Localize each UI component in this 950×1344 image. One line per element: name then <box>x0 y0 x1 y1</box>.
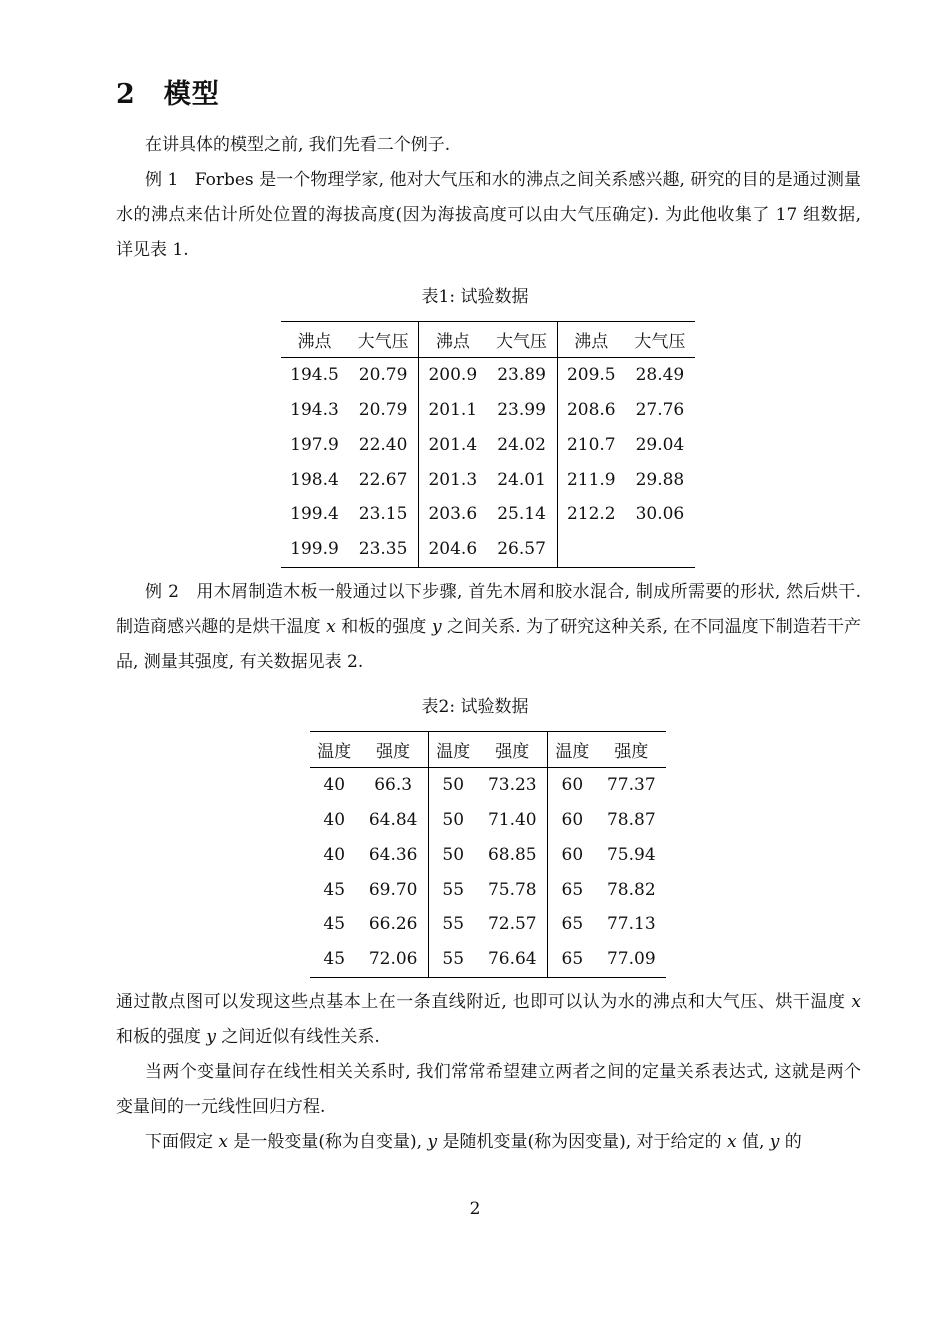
table-cell: 201.4 <box>419 427 487 462</box>
table-cell: 199.9 <box>290 539 339 560</box>
table-cell: 50 <box>428 803 477 838</box>
table-cell: 203.6 <box>419 497 487 532</box>
table-cell: 24.02 <box>497 434 546 455</box>
table-row <box>310 907 666 942</box>
table-cell: 40 <box>323 809 346 830</box>
table-cell: 78.87 <box>606 809 656 830</box>
table-row <box>281 532 695 567</box>
conclusion-text-part1: 通过散点图可以发现这些点基本上在一条直线附近, 也即可以认为水的沸点和大气压、烘干温度 <box>116 992 852 1012</box>
table-cell: 60 <box>548 837 597 872</box>
table-cell: 22.67 <box>358 469 408 490</box>
table-cell: 29.04 <box>635 434 685 455</box>
column-header: 温度 <box>548 732 597 768</box>
assume-text-part5: 的 <box>779 1132 802 1152</box>
column-header: 强度 <box>614 741 649 762</box>
table-cell: 22.40 <box>358 434 408 455</box>
math-var-x: x <box>218 1132 228 1152</box>
table-cell: 60 <box>548 767 597 802</box>
table-cell: 65 <box>548 942 597 977</box>
example1-paragraph <box>116 163 861 268</box>
math-var-y: y <box>427 1132 438 1152</box>
table-cell: 23.35 <box>358 539 408 560</box>
table-cell: 199.4 <box>290 504 339 525</box>
table-cell: 210.7 <box>557 427 625 462</box>
assumption-paragraph <box>116 1125 861 1160</box>
section-heading <box>116 72 220 111</box>
table-cell: 55 <box>428 907 477 942</box>
table-row <box>281 393 695 428</box>
section-number: 2 <box>116 79 136 110</box>
table-cell: 23.15 <box>358 504 408 525</box>
table-cell: 50 <box>428 837 477 872</box>
table-cell: 60 <box>548 803 597 838</box>
page-number: 2 <box>469 1199 481 1219</box>
table-header-row <box>310 732 666 768</box>
table-cell: 198.4 <box>290 469 339 490</box>
table-row <box>310 872 666 907</box>
table-cell: 23.99 <box>497 399 546 420</box>
table-cell: 212.2 <box>557 497 625 532</box>
column-header: 强度 <box>376 741 411 762</box>
table-cell: 72.57 <box>487 914 537 935</box>
table-row <box>281 497 695 532</box>
linear-relation-paragraph: 当两个变量间存在线性相关关系时, 我们常常希望建立两者之间的定量关系表达式, 这就是两个变量间的一元线性回归方程. <box>116 1062 861 1117</box>
table-cell: 20.79 <box>358 399 408 420</box>
conclusion-text-part2: 和板的强度 <box>116 1027 207 1047</box>
column-header: 沸点 <box>557 322 625 358</box>
table-cell: 211.9 <box>557 462 625 497</box>
table-cell: 77.09 <box>606 949 656 970</box>
column-header: 强度 <box>495 741 530 762</box>
table-cell: 28.49 <box>635 365 685 386</box>
table-cell: 66.3 <box>374 775 413 796</box>
assume-text-part4: 值, <box>736 1132 770 1152</box>
table2-caption: 表2: 试验数据 <box>421 697 529 717</box>
example1-label: 例 1 <box>145 170 179 190</box>
math-var-x: x <box>851 992 861 1012</box>
example2-text-part2: 和板的强度 <box>335 617 432 637</box>
table-cell: 40 <box>323 775 346 796</box>
table-cell: 194.5 <box>290 365 339 386</box>
assume-text-part1: 下面假定 <box>145 1132 219 1152</box>
table-cell: 45 <box>323 914 346 935</box>
table-cell: 78.82 <box>606 879 656 900</box>
table-cell: 68.85 <box>487 844 537 865</box>
table-cell: 194.3 <box>290 399 339 420</box>
table-row <box>310 767 666 802</box>
table-cell: 200.9 <box>419 357 487 392</box>
table-row <box>281 357 695 392</box>
table1 <box>281 321 695 568</box>
table-cell: 65 <box>548 872 597 907</box>
assume-text-part3: 是随机变量(称为因变量), 对于给定的 <box>437 1132 727 1152</box>
section-title-text: 模型 <box>163 79 220 110</box>
table-cell: 25.14 <box>497 504 546 525</box>
table-cell: 72.06 <box>368 949 418 970</box>
table-row <box>310 803 666 838</box>
example2-text-part1: 用木屑制造木板一般通过以下步骤, 首先木屑和胶水混合, 制成所需要的形状, 然后烘干. 制造商感兴趣的是烘干温度 <box>116 582 861 637</box>
table-cell: 75.94 <box>606 844 656 865</box>
column-header: 沸点 <box>419 322 487 358</box>
column-header: 大气压 <box>634 331 686 352</box>
table-cell: 209.5 <box>557 357 625 392</box>
intro-paragraph: 在讲具体的模型之前, 我们先看二个例子. <box>145 135 451 155</box>
math-var-y: y <box>769 1132 780 1152</box>
table-cell: 20.79 <box>358 365 408 386</box>
example1-text: Forbes 是一个物理学家, 他对大气压和水的沸点之间关系感兴趣, 研究的目的是通过测量水的沸点来估计所处位置的海拔高度(因为海拔高度可以由大气压确定). 为此他收集了 17 组数据, 详见表 1. <box>116 170 861 260</box>
table-cell: 55 <box>428 872 477 907</box>
table-cell: 45 <box>323 949 346 970</box>
column-header: 大气压 <box>496 331 548 352</box>
table1-caption: 表1: 试验数据 <box>421 287 529 307</box>
table-cell: 64.84 <box>368 809 418 830</box>
conclusion-paragraph <box>116 985 861 1055</box>
example2-text-part3: 之间关系. 为了研究这种关系, 在不同温度下制造若干产品, 测量其强度, 有关数据见表 2. <box>116 617 861 672</box>
table-cell: 24.01 <box>497 469 546 490</box>
math-var-y: y <box>206 1027 217 1047</box>
table-cell: 55 <box>428 942 477 977</box>
table-cell: 77.37 <box>606 775 656 796</box>
table-cell: 65 <box>548 907 597 942</box>
table-cell: 71.40 <box>487 809 537 830</box>
table-cell <box>557 532 625 567</box>
math-var-y: y <box>431 617 442 637</box>
table-cell: 204.6 <box>419 532 487 567</box>
column-header: 温度 <box>317 741 352 762</box>
table-cell: 66.26 <box>368 914 418 935</box>
column-header: 沸点 <box>297 331 332 352</box>
table-cell: 45 <box>323 879 346 900</box>
example2-paragraph <box>116 575 861 680</box>
table-cell: 75.78 <box>487 879 537 900</box>
table-cell: 197.9 <box>290 434 339 455</box>
table-row <box>310 942 666 977</box>
table-cell: 201.3 <box>419 462 487 497</box>
table-row <box>281 462 695 497</box>
assume-text-part2: 是一般变量(称为自变量), <box>228 1132 428 1152</box>
table-cell: 76.64 <box>487 949 537 970</box>
table-cell: 201.1 <box>419 393 487 428</box>
table-cell: 77.13 <box>606 914 656 935</box>
table-row <box>310 837 666 872</box>
table-cell: 40 <box>323 844 346 865</box>
table-header-row <box>281 322 695 358</box>
table-row <box>281 427 695 462</box>
table-cell: 23.89 <box>497 365 546 386</box>
table-cell: 64.36 <box>368 844 418 865</box>
column-header: 温度 <box>428 732 477 768</box>
table-cell: 29.88 <box>635 469 685 490</box>
table-cell: 27.76 <box>635 399 685 420</box>
table-cell: 73.23 <box>487 775 537 796</box>
table-cell: 208.6 <box>557 393 625 428</box>
table-cell <box>625 532 695 567</box>
table2 <box>310 731 666 978</box>
math-var-x: x <box>326 617 336 637</box>
conclusion-text-part3: 之间近似有线性关系. <box>216 1027 380 1047</box>
table-cell: 30.06 <box>635 504 685 525</box>
column-header: 大气压 <box>357 331 409 352</box>
table-cell: 69.70 <box>368 879 418 900</box>
example2-label: 例 2 <box>145 582 179 602</box>
math-var-x: x <box>726 1132 737 1152</box>
table-cell: 26.57 <box>497 539 546 560</box>
table-cell: 50 <box>428 767 477 802</box>
